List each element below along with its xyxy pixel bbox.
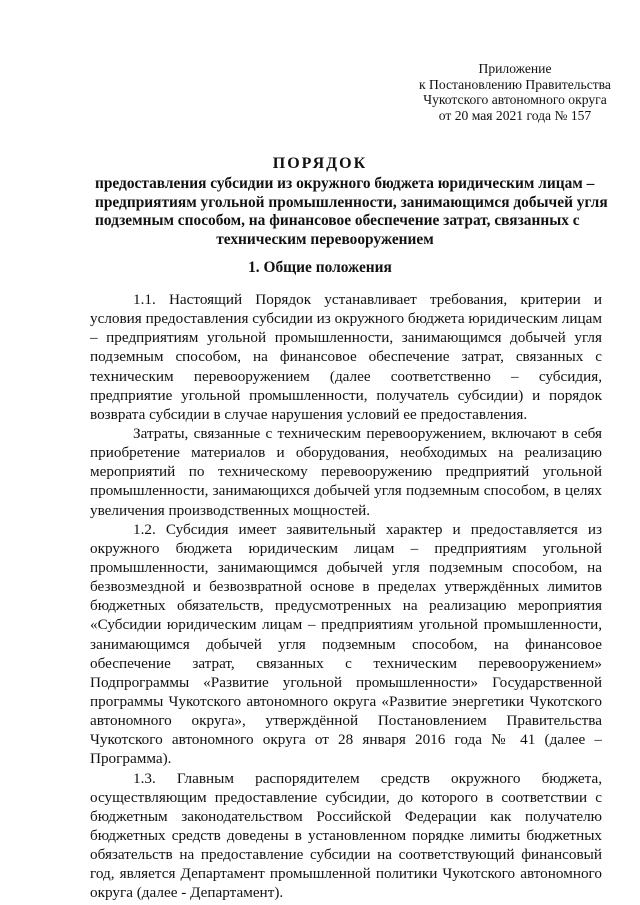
text-line: увеличения производственных мощностей. — [90, 501, 371, 519]
text-line: Программа). — [90, 750, 172, 768]
text-line: бюджетных обязательств, предусмотренных на реализацию мероприятия — [90, 597, 602, 615]
appendix-line: Приложение — [478, 61, 552, 76]
subtitle-line: техническим перевооружением — [216, 230, 434, 248]
text-line: обязательств на предоставление субсидии на соответствующий финансовый — [90, 846, 602, 864]
text-line: приобретение материалов и оборудования, необходимых на реализацию — [90, 444, 602, 462]
appendix-line: к Постановлению Правительства — [419, 76, 611, 92]
text-line: возврата субсидии в случае нарушения условий ее предоставления. — [90, 405, 528, 423]
text-line: окружного бюджета юридическим лицам – предприятиям угольной — [90, 539, 602, 557]
appendix-line: от 20 мая 2021 года № 157 — [438, 107, 592, 123]
text-line: Чукотского автономного округа от 28 января 2016 года № 41 (далее – — [90, 731, 602, 749]
text-line: предприятие угольной промышленности, получатель субсидии) и порядок — [90, 386, 602, 404]
text-line: Подпрограммы «Развитие угольной промышленности» Государственной — [90, 673, 602, 691]
paragraph-1-1 — [90, 290, 602, 424]
text-line: безвозмездной и безвозвратной основе в пределах утверждённых лимитов — [90, 578, 602, 596]
paragraph-costs — [90, 424, 602, 520]
text-line: промышленности, занимающимся добычей угля подземным способом, на — [90, 558, 602, 576]
text-line: Затраты, связанные с техническим перевооружением, включают в себя — [133, 424, 602, 442]
document-title: ПОРЯДОК — [272, 155, 368, 172]
appendix-line: Чукотского автономного округа — [423, 92, 607, 108]
text-line: занимающимся добычей угля подземным способом, на финансовое — [90, 635, 602, 653]
subtitle-line: предоставления субсидии из окружного бюджета юридическим лицам – — [95, 175, 595, 192]
text-line: «Субсидии юридическим лицам – предприятиям угольной промышленности, — [90, 616, 602, 634]
text-line: программы Чукотского автономного округа «Развитие энергетики Чукотского — [90, 692, 602, 710]
text-line: бюджетных средств доведены в установленном порядке лимиты бюджетных — [90, 826, 602, 844]
text-line: мероприятий по техническому перевооружению предприятий угольной — [90, 463, 602, 481]
subtitle-line: подземным способом, на финансовое обеспечение затрат, связанных с — [95, 212, 580, 230]
document-body — [90, 290, 602, 903]
text-line: условия предоставления субсидии из окружного бюджета юридическим лицам — [90, 310, 602, 328]
text-line: – предприятиям угольной промышленности, занимающимся добычей угля — [90, 329, 602, 347]
text-line: обеспечение затрат, связанных с техническим перевооружением» — [90, 654, 602, 672]
text-line: автономного округа», утверждённой Постановлением Правительства — [90, 712, 602, 730]
text-line: подземным способом, на финансовое обеспечение затрат, связанных с — [90, 348, 602, 366]
section-heading: 1. Общие положения — [248, 259, 392, 276]
text-line: бюджетным законодательством Российской Федерации как получателю — [90, 807, 602, 825]
text-line: промышленности, занимающихся добычей угля подземным способом, в целях — [90, 482, 602, 500]
document-subtitle — [95, 175, 608, 249]
text-line: 1.1. Настоящий Порядок устанавливает требования, критерии и — [133, 291, 602, 308]
paragraph-1-2 — [90, 520, 602, 769]
text-line: техническим перевооружением (далее соответственно – субсидия, — [90, 367, 602, 385]
subtitle-line: предприятиям угольной промышленности, занимающимся добычей угля — [95, 193, 608, 211]
text-line: год, является Департамент промышленной политики Чукотского автономного — [90, 865, 602, 883]
paragraph-1-3 — [90, 769, 602, 903]
text-line: округа (далее - Департамент). — [90, 884, 284, 902]
text-line: 1.3. Главным распорядителем средств окружного бюджета, — [133, 769, 602, 787]
appendix-block — [410, 61, 620, 123]
text-line: 1.2. Субсидия имеет заявительный характер и предоставляется из — [133, 520, 602, 538]
text-line: осуществляющим предоставление субсидии, до которого в соответствии с — [90, 788, 602, 806]
